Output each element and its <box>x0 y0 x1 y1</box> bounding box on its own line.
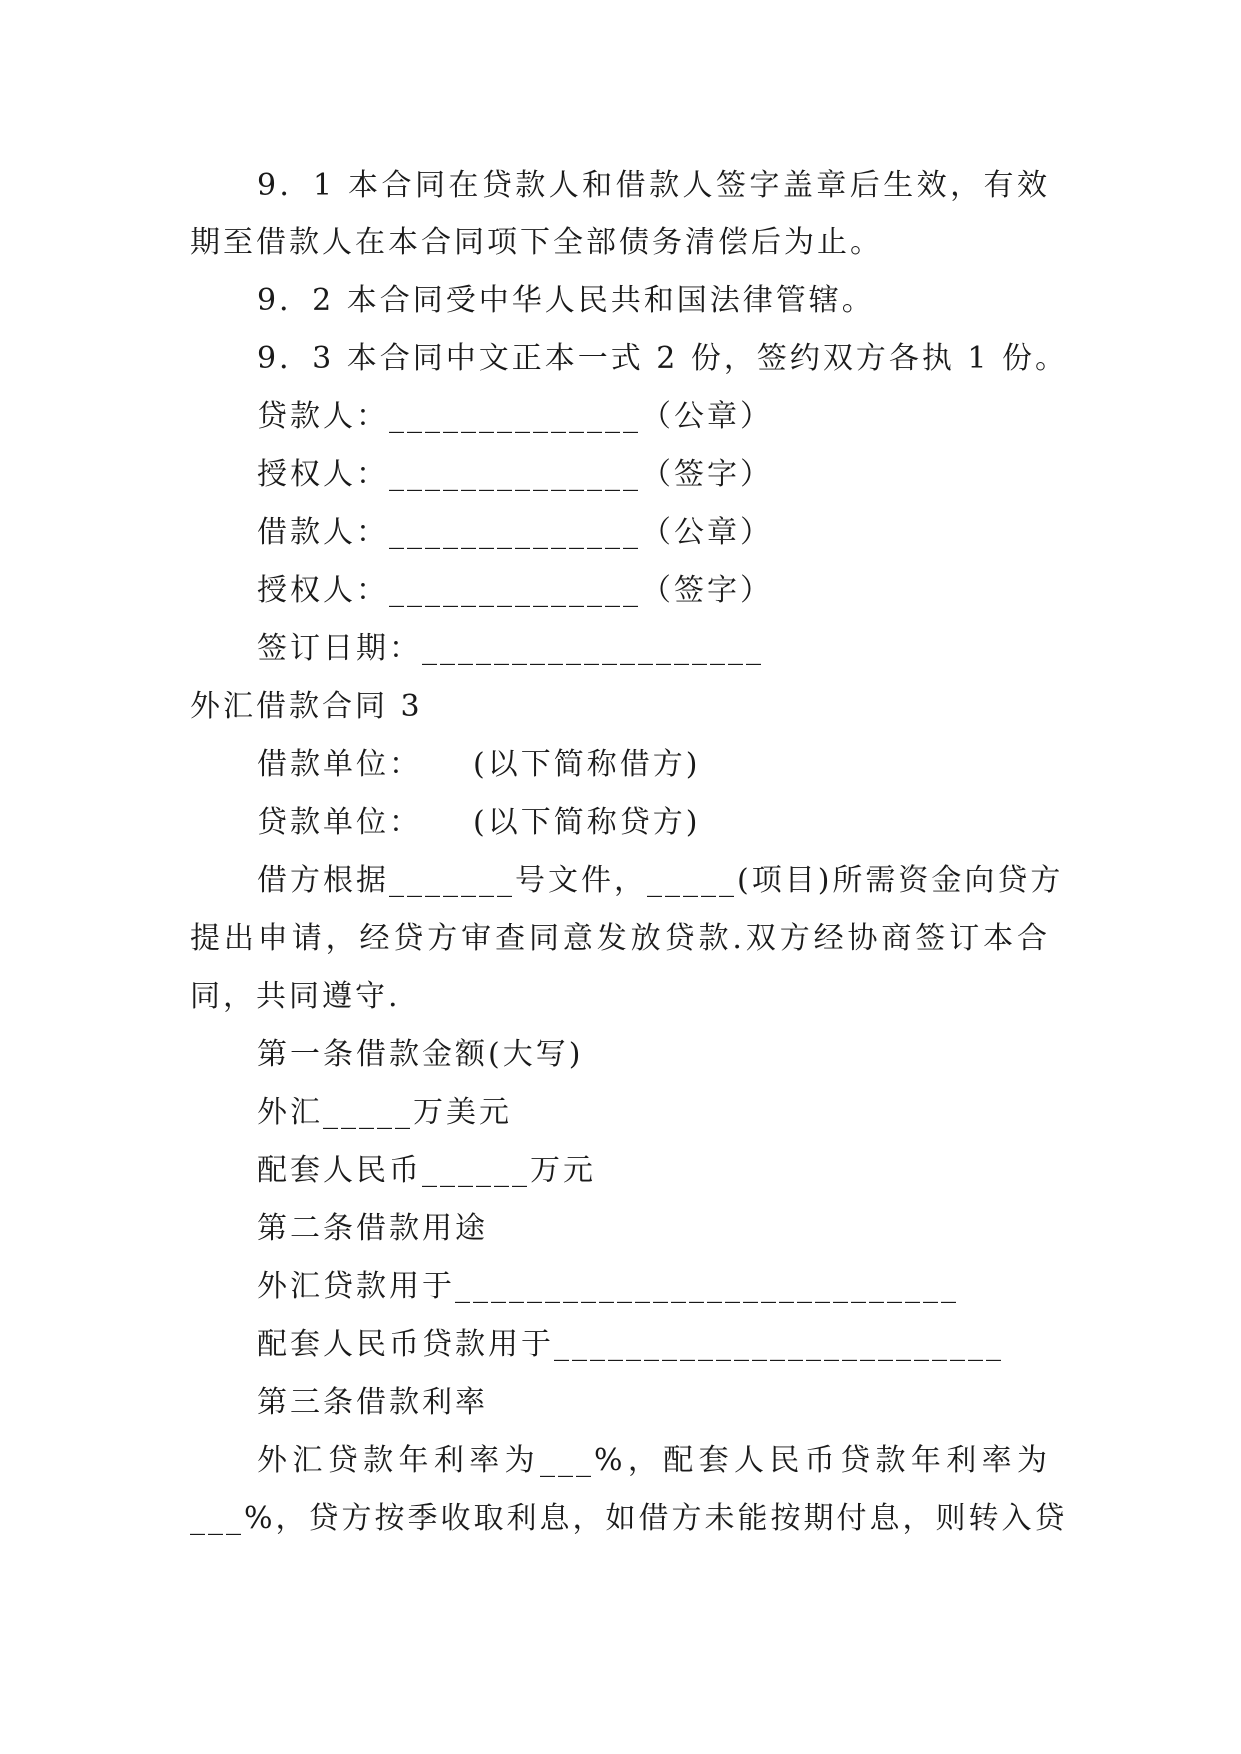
rmb-loan-purpose-line: 配套人民币贷款用于_________________________ <box>257 1327 1004 1362</box>
clause-9-2: 9．2 本合同受中华人民共和国法律管辖。 <box>257 283 875 318</box>
clause-9-1-line-2: 期至借款人在本合同项下全部债务清偿后为止。 <box>190 225 883 260</box>
foreign-loan-purpose-line: 外汇贷款用于____________________________ <box>257 1269 959 1304</box>
preamble-line-2: 提出申请，经贷方审查同意发放贷款.双方经协商签订本合 <box>190 921 1050 956</box>
borrower-seal-line: 借款人：______________（公章） <box>257 515 773 550</box>
interest-rate-line-1: 外汇贷款年利率为___%，配套人民币贷款年利率为 <box>257 1443 1050 1478</box>
section-title: 外汇借款合同 3 <box>190 689 423 724</box>
borrower-unit-line: 借款单位： (以下简称借方) <box>257 747 701 782</box>
borrower-authorizer-line: 授权人：______________（签字） <box>257 573 773 608</box>
clause-9-3: 9．3 本合同中文正本一式 2 份，签约双方各执 1 份。 <box>257 341 1069 376</box>
preamble-line-3: 同，共同遵守. <box>190 979 401 1014</box>
rmb-amount-line: 配套人民币______万元 <box>257 1153 596 1188</box>
clause-9-1-line-1: 9．1 本合同在贷款人和借款人签字盖章后生效，有效 <box>257 168 1050 203</box>
lender-unit-line: 贷款单位： (以下简称贷方) <box>257 805 701 840</box>
article-1-heading: 第一条借款金额(大写) <box>257 1037 584 1072</box>
article-2-heading: 第二条借款用途 <box>257 1211 488 1246</box>
preamble-line-1: 借方根据_______号文件，_____(项目)所需资金向贷方 <box>257 863 1064 898</box>
foreign-amount-line: 外汇_____万美元 <box>257 1095 512 1130</box>
lender-seal-line: 贷款人：______________（公章） <box>257 399 773 434</box>
signing-date-line: 签订日期：___________________ <box>257 631 764 666</box>
interest-rate-line-2: ___%，贷方按季收取利息，如借方未能按期付息，则转入贷 <box>190 1501 1068 1536</box>
article-3-heading: 第三条借款利率 <box>257 1385 488 1420</box>
lender-authorizer-line: 授权人：______________（签字） <box>257 457 773 492</box>
